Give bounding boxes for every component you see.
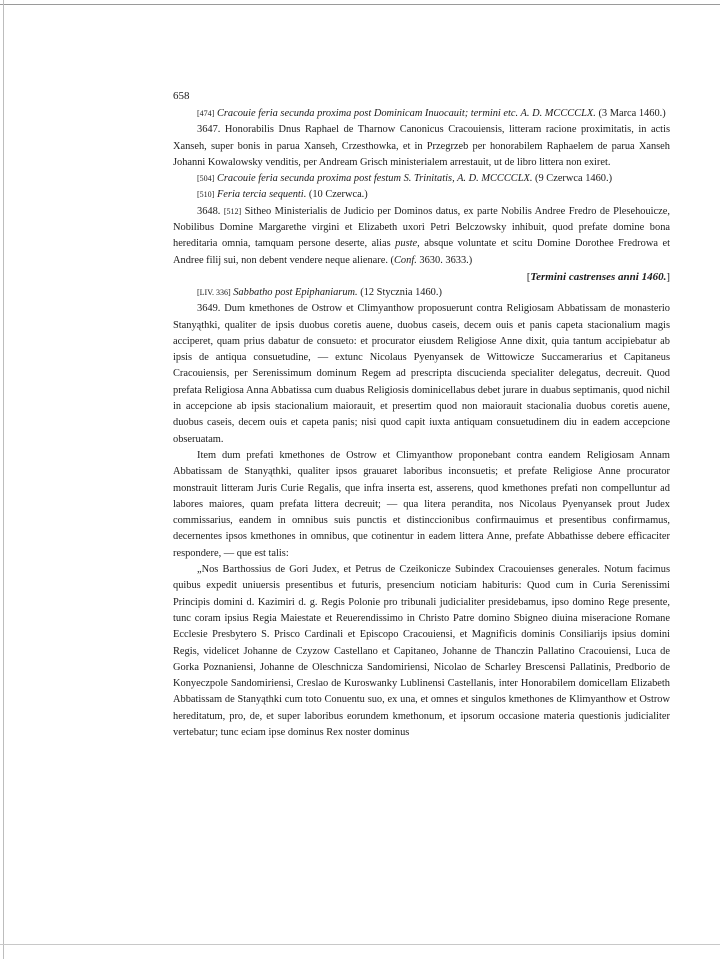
- entry-number: 3648.: [197, 205, 221, 217]
- heading-open-bracket: [: [526, 270, 531, 283]
- page-number: 658: [173, 90, 190, 102]
- entry-italic: puste,: [395, 238, 420, 250]
- entry-quoted-letter: „Nos Barthossius de Gori Judex, et Petrus de Czeikonicze Subindex Cracouienses generales. Notum facimus quibus expedit uniuersis presentibus et futuris, presencium noticiam habituris: Quod cum in Curia Serenissimi Principis domini d. Kazimiri d. g. Regis Polonie pro tribunali judicialiter presidebamus, ipso domino Rege presente, tunc coram ipsius Regia Maiestate et Reuerendissimo in Christo Patre domino Sbigneo diuina miseracione Romane Ecclesie Presbytero S. Prisco Cardinali et Episcopo Cracouiensi, et Magnificis dominis Consiliarijs ipsius domini Regis, videlicet Johanne de Czyzow Castellano et Capitaneo, Johanne de Thanczin Pallatino Cracouiensi, Luca de Gorka Poznaniensi, Johanne de Oleschnicza Sandomiriensi, Nicolao de Scharley Brescensi Pallatinis, Predborio de Konyeczpole Sandomiriensi, Creslao de Kuroswanky Lublinensi Castellanis, inter Honorabilem domicellam Elizabeth Abbatissam de Stanyąthki cum toto Conuentu suo, ex una, et omnes et singulos kmethones de Klimyanthow et Ostrow hereditatum, pro, de, et super laboribus eorundem kmethonum, et ipsorum occasione materia questionis judicialiter vertebatur; tunc eciam ipse dominus Rex noster dominus: [173, 564, 670, 738]
- entry-conf: Conf.: [394, 254, 417, 266]
- entry-3647: 3647. Honorabilis Dnus Raphael de Tharnow Canonicus Cracouiensis, litteram racione proximitatis, in actis Xanseh, super bonis in parua Xanseh, Crzesthowka, et in Przegrzeb per honorabilem Raphaelem de parua Xanseh Johanni Kowalowsky venditis, per Andream Grisch ministerialem arrestauit, ut de libro littera non exiret.: [173, 124, 670, 168]
- entry-tail: (12 Stycznia 1460.): [357, 286, 442, 298]
- page-edge-top: [0, 4, 720, 5]
- entry-ref: [512]: [223, 206, 242, 216]
- section-heading: [173, 269, 670, 285]
- entry-ref: [504]: [197, 174, 215, 184]
- entry-tail: (9 Czerwca 1460.): [532, 173, 613, 185]
- entry-conf-tail: 3630. 3633.): [416, 254, 473, 266]
- entry-474: [173, 106, 670, 122]
- entry-italic: Cracouie feria secunda proxima post festum S. Trinitatis, A. D. MCCCCLX.: [216, 173, 533, 185]
- entry-ref: [474]: [197, 109, 215, 118]
- entry-liv-336: [173, 285, 670, 301]
- entry-3648: [173, 204, 670, 269]
- entry-tail: (3 Marca 1460.): [595, 108, 666, 119]
- heading-close-bracket: ]: [666, 270, 670, 283]
- entry-tail: absque voluntate et scitu Domine Dorothee Fredrowa et Andree filij sui, non debent vendere neque alienare. (: [173, 238, 670, 266]
- page-edge-left: [3, 0, 4, 959]
- entry-504: [173, 171, 670, 187]
- entry-italic: Cracouie feria secunda proxima post Dominicam Inuocauit; termini etc. A. D. MCCCCLX.: [216, 108, 596, 119]
- entry-3649: 3649. Dum kmethones de Ostrow et Climyanthow proposuerunt contra Religiosam Abbatissam de monasterio Stanyąthki, qualiter de ipsis duobus coretis auene, duobus caseis, decem ouis et panis capeta stacionalium magis acciperet, quam prius dabatur de consueto: et procurator eiusdem Religiose Anne dixit, quia tantum accipiebatur ab ipsis de antiqua consuetudine, — extunc Nicolaus Pyenyansek de Wittowicze Succamerarius et Capitaneus Cracouiensis, per Serenissimum dominum Regem ad prescripta discucienda specialiter delegatus, decreuit. Quod prefata Religiosa Anna Abbatissa cum duabus Religiosis dominicellabus debet jurare in duabus septimanis, quod nichil in accepcione ab ipsis stacionalium maiorauit, et presertim quod non maiorauit stacionalia duobus coretis auene, duobus caseis, decem ouis et capeta panis; nisi quod capit iuxta antiquam consuetudinem diu in eadem accepcione obseruatam.: [173, 303, 670, 445]
- entry-text: Sitheo Ministerialis de Judicio per Dominos datus, ex parte Nobilis Andree Fredro de Plesehouicze, Nobilibus Domine Margarethe virgini et Elizabeth uxori Petri Belczowsky inhibuit, quod prefate domine bona hereditaria omnia, tamquam persone deserte, alias: [173, 205, 670, 250]
- entry-italic: Feria tercia sequenti.: [216, 189, 307, 201]
- document-body: [173, 88, 670, 741]
- entry-tail: (10 Czerwca.): [306, 189, 368, 201]
- entry-item: Item dum prefati kmethones de Ostrow et Climyanthow proponebant contra eandem Religiosam Annam Abbatissam de Stanyąthki, qualiter ipsos grauaret laboribus inconsuetis; et prefate Religiose Anne procurator monstrauit litteram Juris Curie Regalis, que infra inserta est, asserens, quod kmethones prefati non compelluntur ad labores maiores, quam prefata littera decreuit; — qua litera perandita, nos Nicolaus Pyenyansek prout Judex commissarius, eandem in omnibus suis punctis et distinccionibus confirmauimus et presentibus confirmamus, decernentes ipsos kmethones in omnibus, que cotinentur in eadem littera Anne, prefate Abbathisse debere efficaciter respondere, — que est talis:: [173, 449, 670, 559]
- entry-ref: [510]: [197, 190, 215, 200]
- entry-510: [173, 187, 670, 203]
- entry-ref: [LIV. 336]: [197, 287, 231, 297]
- page-edge-bottom: [0, 944, 720, 945]
- heading-text: Termini castrenses anni 1460.: [530, 270, 667, 283]
- entry-italic: Sabbatho post Epiphaniarum.: [233, 286, 358, 298]
